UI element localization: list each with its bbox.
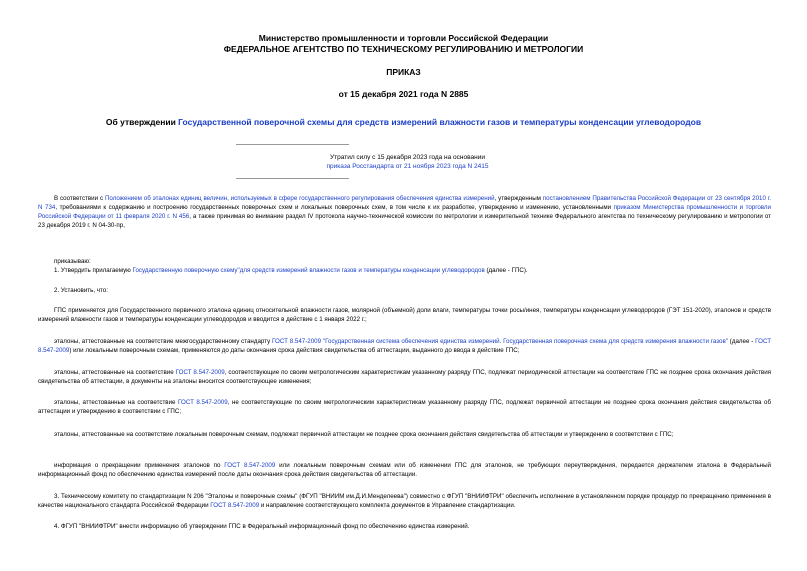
link-gost[interactable]: ГОСТ 8.547-2009 — [38, 338, 771, 354]
para-standards-3: эталоны, аттестованные на соответствие ГОСТ 8.547-2009, не соответствующие по своим метрологическим характеристикам указанному разряду ГПС, подлежат первичной аттестации не позднее срока окончания действия свидетельства об аттестации и утверждению в соответствии с ГПС; — [38, 399, 772, 415]
preamble-text: , а также принимая во внимание раздел IV протокола научно-технической комиссии по метрологии и измерительной технике Федерального агентства по техническому регулированию и метрологии от 23 декабря 2019 г. N 04-30-пр, — [38, 213, 771, 229]
preamble-text: , утвержденным — [494, 195, 543, 202]
link-gost[interactable]: ГОСТ 8.547-2009 — [272, 338, 322, 345]
doc-type: ПРИКАЗ — [386, 67, 421, 77]
preamble-paragraph — [38, 194, 771, 230]
preamble-text: В соответствии с — [54, 195, 105, 202]
doc-date-number: от 15 декабря 2021 года N 2885 — [338, 89, 469, 99]
link-government-decree[interactable]: постановлением Правительства Российской Федерации от 23 сентября 2010 г. N 734 — [38, 195, 771, 211]
para-standards-1: эталоны, аттестованные на соответствие межгосударственному стандарту ГОСТ 8.547-2009 "Государственная система обеспечения единства измерений. Государственная поверочная схема для средств измерения влажности газов" (далее - ГОСТ 8.547-2009) или локальным поверочным схемам, применяются до даты окончания срока действия свидетельства об аттестации, выданного до ввода в действие ГПС; — [38, 338, 771, 354]
link-gost[interactable]: ГОСТ 8.547-2009 — [210, 502, 260, 509]
item-4: 4. ФГУП "ВНИИФТРИ" внести информацию об утверждении ГПС в Федеральный информационный фонд по обеспечению единства измерений. — [54, 523, 470, 530]
para-information: информация о прекращении применения эталонов по ГОСТ 8.547-2009 или локальным поверочным схемам или об изменении ГПС для эталонов, не требующих переутверждения, передается держателем эталона в Федеральный информационный фонд по обеспечению единства измерений после даты окончания срока действия свидетельства об аттестации. — [38, 462, 771, 478]
para-gps-scope: ГПС применяется для Государственного первичного эталона единиц относительной влажности газов, молярной (объемной) доли влаги, температуры точки росы/инея, температуры конденсации углеводородов (ГЭТ 151-2020), эталонов и средств измерений влажности газов и температуры конденсации углеводородов и вводится в действие с 1 января 2022 г.; — [38, 307, 771, 323]
item-3: 3. Техническому комитету по стандартизации N 206 "Эталоны и поверочные схемы" (ФГУП "ВНИИМ им.Д.И.Менделеева") совместно с ФГУП "ВНИИФТРИ" обеспечить исполнение в установленном порядке процедур по прекращению применения в качестве национального стандарта Российской Федерации ГОСТ 8.547-2009 и направление соответствующего комплекта документов в Управление стандартизации. — [38, 493, 771, 509]
item-1 — [38, 266, 771, 275]
status-note-link[interactable]: приказа Росстандарта от 21 ноября 2023 года N 2415 — [326, 163, 489, 170]
para-standards-4: эталоны, аттестованные на соответствие локальным поверочным схемам, подлежат первичной аттестации не позднее срока окончания действия свидетельства об аттестации и утверждению в соответствии с ГПС; — [54, 431, 674, 438]
link-gps[interactable]: Государственную поверочную схему"для средств измерений влажности газов и температуры конденсации углеводородов — [132, 267, 485, 274]
item-1-text: 1. Утвердить прилагаемую — [54, 267, 133, 274]
link-ministry-order[interactable]: приказом Министерства промышленности и торговли Российской Федерации от 11 февраля 2020 г. N 456 — [38, 204, 771, 220]
para-standards-2: эталоны, аттестованные на соответствие ГОСТ 8.547-2009, соответствующие по своим метрологическим характеристикам указанному разряду ГПС, подлежат периодической аттестации на соответствие ГПС не позднее срока окончания действия свидетельства об аттестации, в документы на эталоны вносится соответствующее изменения; — [38, 369, 772, 385]
link-gost[interactable]: ГОСТ 8.547-2009 — [175, 369, 225, 376]
orders-line: приказываю: — [54, 258, 91, 265]
title-link[interactable]: Государственной поверочной схемы для средств измерений влажности газов и температуры конденсации углеводородов — [178, 117, 702, 127]
status-note-text: Утратил силу с 15 декабря 2023 года на основании — [330, 154, 485, 161]
preamble-text: , требованиями к содержанию и построению государственных поверочных схем и локальных поверочных схем, в том числе к их разработке, утверждению и изменению, установленными — [55, 204, 614, 211]
link-gost-title[interactable]: "Государственная система обеспечения единства измерений. Государственная поверочная схема для средств измерения влажности газов" — [322, 338, 728, 345]
link-gost[interactable]: ГОСТ 8.547-2009 — [178, 399, 228, 406]
ministry-name: Министерство промышленности и торговли Российской Федерации — [258, 33, 549, 43]
title-prefix: Об утверждении — [105, 117, 179, 127]
document-title — [0, 117, 807, 127]
divider-bottom — [236, 178, 349, 179]
item-1-text: (далее - ГПС). — [484, 267, 528, 274]
link-gost[interactable]: ГОСТ 8.547-2009 — [224, 462, 276, 469]
status-note — [236, 153, 579, 171]
agency-name: ФЕДЕРАЛЬНОЕ АГЕНТСТВО ПО ТЕХНИЧЕСКОМУ РЕГУЛИРОВАНИЮ И МЕТРОЛОГИИ — [223, 44, 584, 54]
item-2: 2. Установить, что: — [54, 287, 108, 294]
link-regulation[interactable]: Положением об эталонах единиц величин, используемых в сфере государственного регулирования обеспечения единства измерений — [104, 195, 495, 202]
divider-top — [236, 144, 349, 145]
